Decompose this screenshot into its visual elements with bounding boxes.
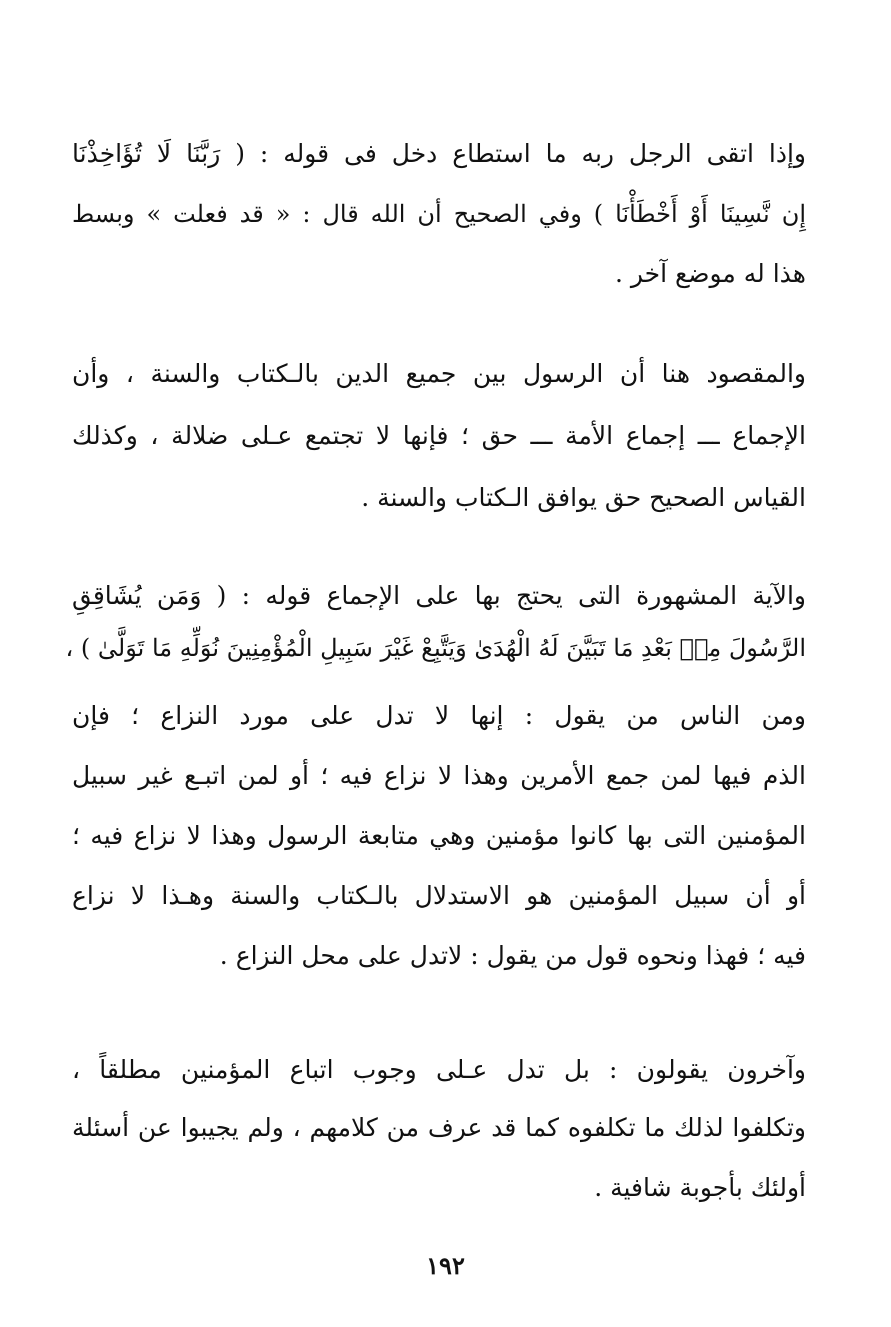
- paragraph-line: القياس الصحيح حق يوافق الـكتاب والسنة .: [361, 483, 806, 512]
- paragraph-line: فيه ؛ فهذا ونحوه قول من يقول : لاتدل على محل النزاع .: [219, 941, 806, 970]
- paragraph-line: الإجماع ـــ إجماع الأمة ـــ حق ؛ فإنها لا تجتمع عـلى ضلالة ، وكذلك: [72, 421, 806, 450]
- paragraph-line: أولئك بأجوبة شافية .: [594, 1173, 806, 1202]
- paragraph-line: الذم فيها لمن جمع الأمرين وهذا لا نزاع فيه ؛ أو لمن اتبـع غير سبيل: [72, 761, 806, 790]
- paragraph-line: وآخرون يقولون : بل تدل عـلى وجوب اتباع المؤمنين مطلقاً ،: [72, 1055, 806, 1084]
- paragraph-line: إِن نَّسِينَا أَوْ أَخْطَأْنَا ) وفي الصحيح أن الله قال : « قد فعلت » وبسط: [72, 200, 807, 228]
- quran-verse-line: الرَّسُولَ مِنۢ بَعْدِ مَا تَبَيَّنَ لَهُ الْهُدَىٰ وَيَتَّبِعْ غَيْرَ سَبِيلِ الْمُؤْمِنِينَ نُوَلِّهِ مَا تَوَلَّىٰ ) ،: [65, 634, 806, 662]
- paragraph-line: وإذا اتقى الرجل ربه ما استطاع دخل فى قوله : ( رَبَّنَا لَا تُؤَاخِذْنَا: [72, 139, 806, 168]
- paragraph-line: هذا له موضع آخر .: [614, 259, 806, 288]
- paragraph-line: والمقصود هنا أن الرسول بين جميع الدين بالـكتاب والسنة ، وأن: [72, 359, 806, 388]
- paragraph-line: وتكلفوا لذلك ما تكلفوه كما قد عرف من كلامهم ، ولم يجيبوا عن أسئلة: [72, 1113, 806, 1142]
- paragraph-line: والآية المشهورة التى يحتج بها على الإجماع قوله : ( وَمَن يُشَاقِقِ: [72, 581, 806, 610]
- paragraph-line: المؤمنين التى بها كانوا مؤمنين وهي متابعة الرسول وهذا لا نزاع فيه ؛: [72, 821, 806, 850]
- page-number: ١٩٢: [426, 1251, 465, 1280]
- paragraph-line: ومن الناس من يقول : إنها لا تدل على مورد النزاع ؛ فإن: [72, 701, 806, 730]
- paragraph-line: أو أن سبيل المؤمنين هو الاستدلال بالـكتاب والسنة وهـذا لا نزاع: [72, 881, 806, 910]
